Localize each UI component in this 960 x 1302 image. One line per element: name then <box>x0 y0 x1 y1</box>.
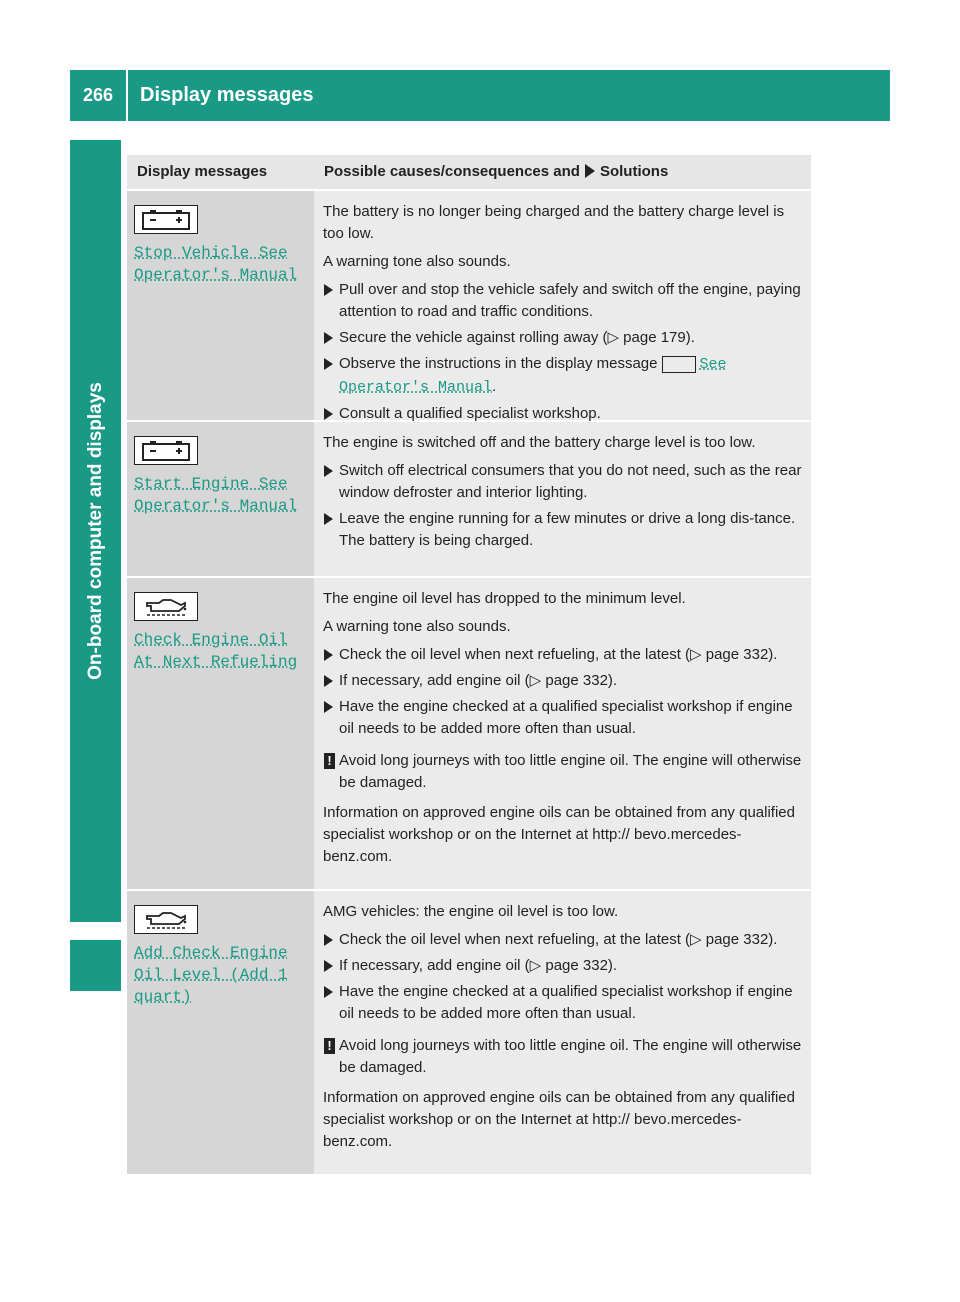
solution-cell <box>314 891 811 1174</box>
battery-icon <box>134 436 198 465</box>
solution-step: Pull over and stop the vehicle safely and switch off the engine, paying attention to road and traffic conditions. <box>323 279 805 323</box>
solution-note: The battery is being charged. <box>339 532 534 549</box>
table-row <box>127 889 811 1174</box>
column-header-solutions <box>314 155 811 189</box>
solution-step: Secure the vehicle against rolling away (▷ page 179). <box>323 327 805 349</box>
message-cell <box>127 578 314 889</box>
side-tab-marker <box>70 940 121 991</box>
cause-text: A warning tone also sounds. <box>323 618 511 635</box>
message-cell <box>127 891 314 1174</box>
column-header-messages: Display messages <box>137 163 268 180</box>
info-text: Information on approved engine oils can be obtained from any qualified specialist workshop or on the Internet at http:// bevo.mercedes-benz.com. <box>323 804 795 865</box>
display-message-line: Add Check Engine <box>134 944 288 962</box>
cause-text: AMG vehicles: the engine oil level is too low. <box>323 903 619 920</box>
solution-step: Leave the engine running for a few minutes or drive a long dis-tance. <box>323 508 805 530</box>
column-header-solutions-suffix: Solutions <box>599 163 669 180</box>
cause-text: The engine is switched off and the battery charge level is too low. <box>323 434 756 451</box>
display-message-line: At Next Refueling <box>134 653 298 671</box>
solution-step: If necessary, add engine oil (▷ page 332). <box>323 955 805 977</box>
warning-text: Avoid long journeys with too little engine oil. The engine will otherwise be damaged. <box>339 752 802 791</box>
solution-step: Have the engine checked at a qualified specialist workshop if engine oil needs to be added more often than usual. <box>323 696 805 740</box>
inline-display-message: See Operator's Manual <box>339 356 727 396</box>
table-row <box>127 420 811 576</box>
display-message-line: Oil Level (Add 1 <box>134 966 288 984</box>
solution-step: If necessary, add engine oil (▷ page 332). <box>323 670 805 692</box>
display-message-line: quart) <box>134 988 192 1006</box>
warning-text: Avoid long journeys with too little engine oil. The engine will otherwise be damaged. <box>339 1037 802 1076</box>
warning-note <box>323 750 805 794</box>
display-message-line: Stop Vehicle See <box>134 244 288 262</box>
solution-cell <box>314 578 811 889</box>
oil-can-icon <box>134 592 198 621</box>
side-tab-label: On-board computer and displays <box>84 382 106 680</box>
oil-can-icon <box>134 905 198 934</box>
info-text: Information on approved engine oils can be obtained from any qualified specialist workshop or on the Internet at http:// bevo.mercedes-benz.com. <box>323 1089 795 1150</box>
warning-icon: ! <box>324 1038 335 1054</box>
message-cell <box>127 191 314 420</box>
side-tab <box>70 140 121 922</box>
table-header <box>127 155 811 189</box>
solution-step-end: . <box>492 378 497 395</box>
solution-step: Have the engine checked at a qualified specialist workshop if engine oil needs to be added more often than usual. <box>323 981 805 1025</box>
cause-text: A warning tone also sounds. <box>323 253 511 270</box>
table-row <box>127 189 811 420</box>
solution-step: Check the oil level when next refueling, at the latest (▷ page 332). <box>323 929 805 951</box>
display-messages-table <box>127 155 811 1174</box>
page-title: Display messages <box>128 70 890 121</box>
column-header-solutions-text: Possible causes/consequences and <box>324 163 580 180</box>
warning-note <box>323 1035 805 1079</box>
warning-icon: ! <box>324 753 335 769</box>
display-message-line: Start Engine See <box>134 475 288 493</box>
message-cell <box>127 422 314 576</box>
display-message-line: Operator's Manual <box>134 497 298 515</box>
arrow-right-icon <box>585 164 595 178</box>
cause-text: The battery is no longer being charged and the battery charge level is too low. <box>323 203 785 242</box>
solution-step: Switch off electrical consumers that you do not need, such as the rear window defroster and interior lighting. <box>323 460 805 504</box>
solution-step-text: Observe the instructions in the display message <box>339 355 658 372</box>
page-header <box>70 70 890 121</box>
cause-text: The engine oil level has dropped to the minimum level. <box>323 590 686 607</box>
page-number: 266 <box>70 70 126 121</box>
display-message-line: Check Engine Oil <box>134 631 288 649</box>
solution-step: Consult a qualified specialist workshop. <box>323 403 805 425</box>
battery-icon <box>662 356 696 373</box>
table-row <box>127 576 811 889</box>
solution-cell <box>314 422 811 576</box>
display-message-line: Operator's Manual <box>134 266 298 284</box>
solution-step <box>323 353 805 399</box>
solution-step: Check the oil level when next refueling, at the latest (▷ page 332). <box>323 644 805 666</box>
battery-icon <box>134 205 198 234</box>
solution-cell <box>314 191 811 420</box>
